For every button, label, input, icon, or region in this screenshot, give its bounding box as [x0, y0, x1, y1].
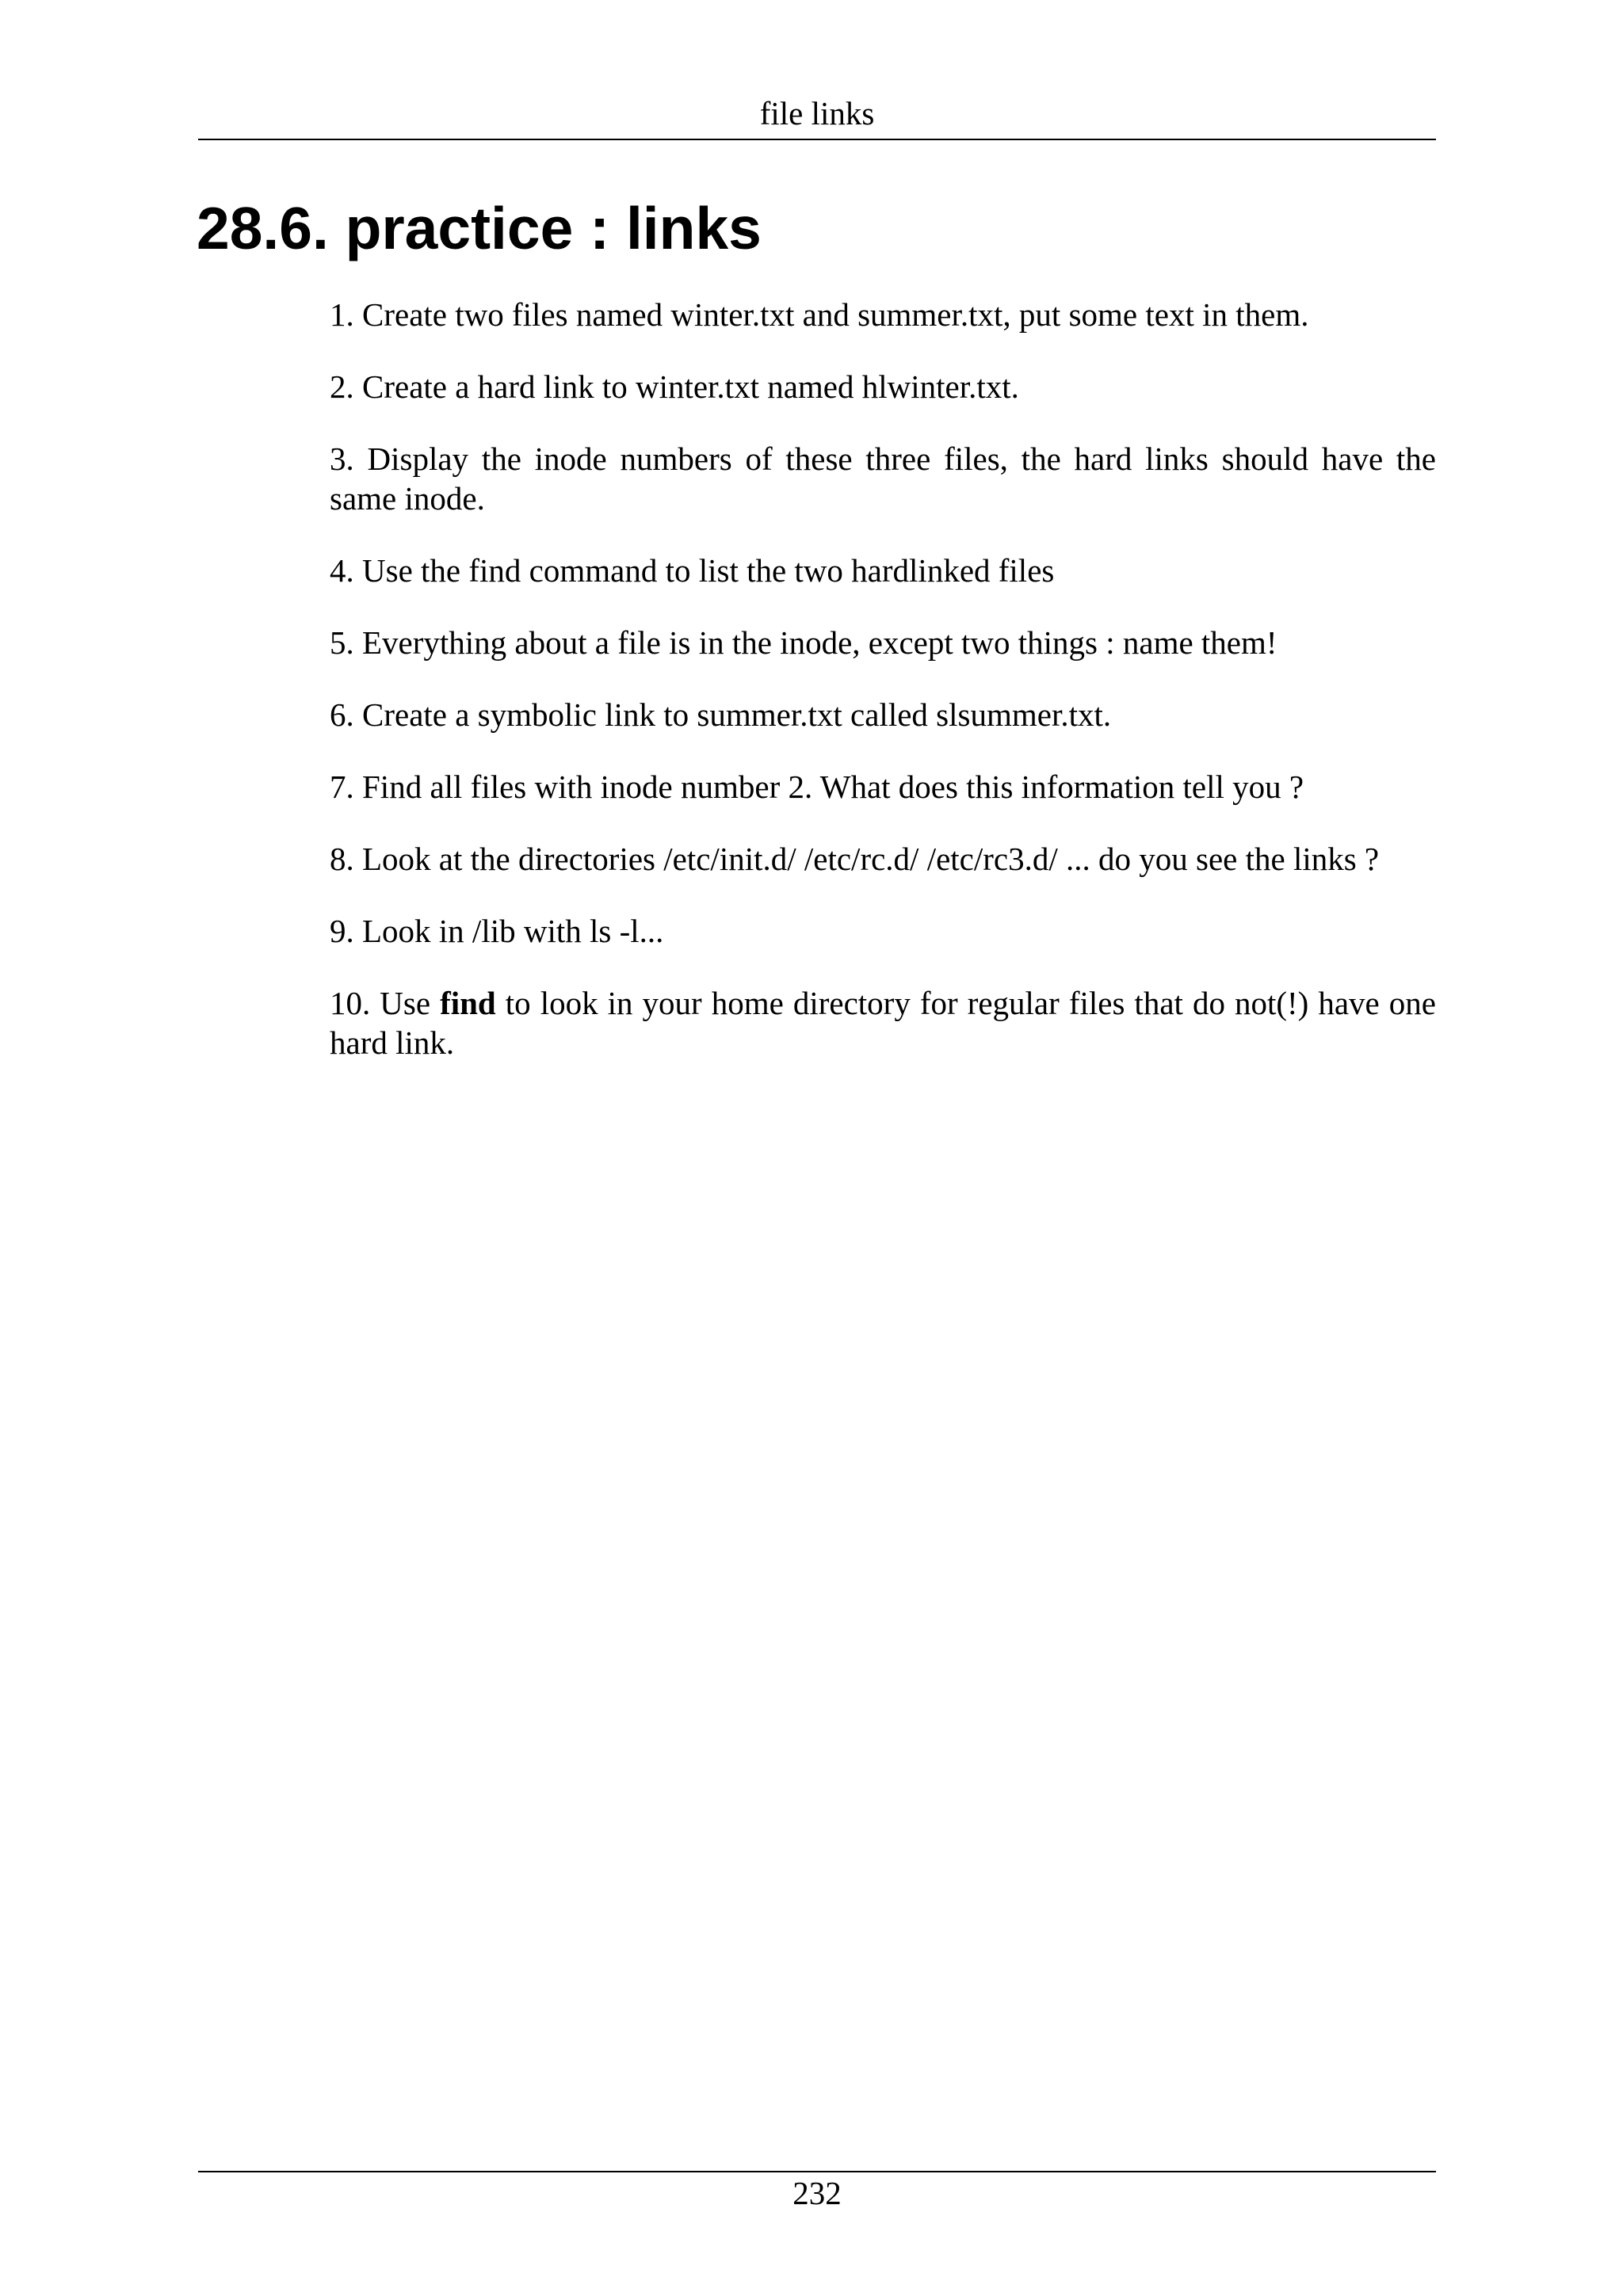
exercise-item-10-prefix: 10. Use — [330, 985, 441, 1021]
exercise-item-10-suffix: to look in your home directory for regular files that do not(!) have one hard link. — [330, 985, 1436, 1061]
header-rule — [198, 139, 1436, 140]
exercise-item-4: 4. Use the find command to list the two hardlinked files — [330, 552, 1055, 589]
exercise-item-8: 8. Look at the directories /etc/init.d/ /etc/rc.d/ /etc/rc3.d/ ... do you see the links ? — [330, 841, 1380, 877]
running-header: file links — [759, 95, 875, 132]
exercise-item-3: 3. Display the inode numbers of these three files, the hard links should have the same inode. — [330, 441, 1436, 517]
exercise-item-9: 9. Look in /lib with ls -l... — [330, 913, 664, 949]
exercise-item-5: 5. Everything about a file is in the inode, except two things : name them! — [330, 624, 1277, 661]
exercise-item-7: 7. Find all files with inode number 2. What does this information tell you ? — [330, 769, 1304, 805]
exercise-item-1: 1. Create two files named winter.txt and summer.txt, put some text in them. — [330, 296, 1309, 333]
find-command-keyword: find — [440, 985, 496, 1021]
exercise-item-2: 2. Create a hard link to winter.txt named hlwinter.txt. — [330, 368, 1019, 405]
exercise-item-6: 6. Create a symbolic link to summer.txt called slsummer.txt. — [330, 696, 1112, 733]
exercise-item-10 — [330, 983, 1436, 1062]
exercise-list — [330, 295, 1436, 1095]
section-title: 28.6. practice : links — [197, 195, 762, 261]
page-number: 232 — [792, 2175, 842, 2211]
footer-rule — [198, 2171, 1436, 2172]
